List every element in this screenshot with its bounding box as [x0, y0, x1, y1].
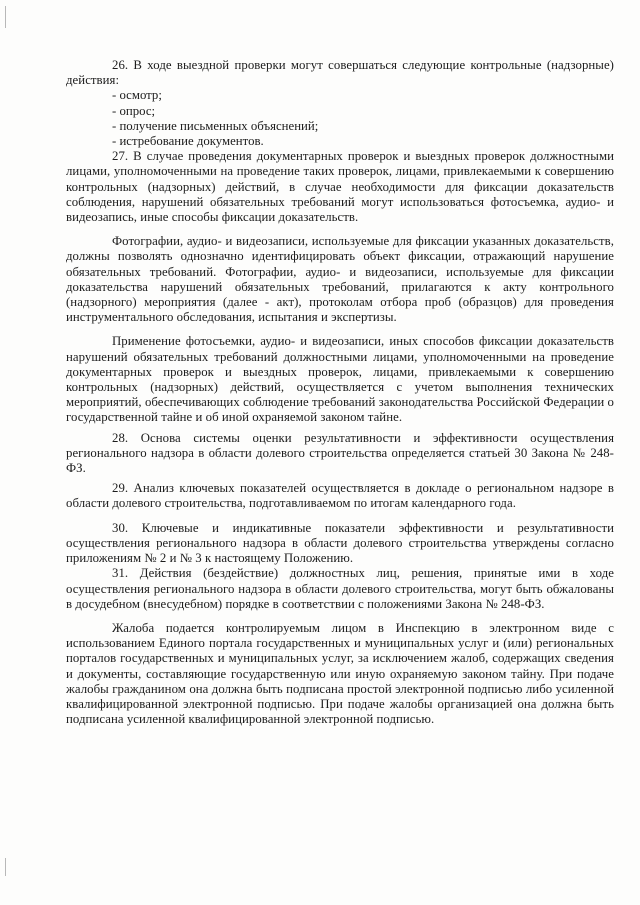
list-item: - получение письменных объяснений; — [112, 118, 319, 133]
list-item: - осмотр; — [112, 88, 162, 103]
scan-edge-mark — [5, 858, 6, 876]
paragraph-26: 26. В ходе выездной проверки могут совершаться следующие контрольные (надзорные) действия: — [66, 58, 614, 88]
paragraph-31-complaint: Жалоба подается контролируемым лицом в Инспекцию в электронном виде с использованием Единого портала государственных и муниципальных услуг и (или) региональных порталов государственных и муниципальных услуг, за исключением жалоб, содержащих сведения и документы, составляющие государственную или иную охраняемую законом тайну. При подаче жалобы гражданином она должна быть подписана простой электронной подписью либо усиленной квалифицированной электронной подписью. При подаче жалобы организацией она должна быть подписана усиленной квалифицированной электронной подписью. — [66, 620, 614, 727]
scan-edge-mark — [5, 6, 6, 28]
paragraph-27-photos: Фотографии, аудио- и видеозаписи, используемые для фиксации указанных доказательств, должны позволять однозначно идентифицировать объект фиксации, отражающий нарушение обязательных требований. Фотографии, аудио- и видеозаписи, используемые для фиксации доказательства нарушений обязательных требований, прилагаются к акту контрольного (надзорного) мероприятия (далее - акт), протоколам отбора проб (образцов) для проведения инструментального обследования, испытания и экспертизы. — [66, 234, 614, 325]
paragraph-27: 27. В случае проведения документарных проверок и выездных проверок должностными лицами, уполномоченными на проведение таких проверок, лицами, привлекаемыми к совершению контрольных (надзорных) действий, в случае необходимости для фиксации доказательств соблюдения, нарушений обязательных требований могут использоваться фотосъемка, аудио- и видеозапись, иные способы фиксации доказательств. — [66, 149, 614, 225]
document-body — [66, 58, 614, 727]
paragraph-29: 29. Анализ ключевых показателей осуществляется в докладе о региональном надзоре в области долевого строительства, подготавливаемом по итогам календарного года. — [66, 481, 614, 511]
paragraph-27-application: Применение фотосъемки, аудио- и видеозаписи, иных способов фиксации доказательств нарушений обязательных требований должностными лицами, уполномоченными на проведение документарных проверок и выездных проверок, лицами, привлекаемыми к совершению контрольных (надзорных) действий, осуществляется с учетом выполнения технических мероприятий, обеспечивающих соблюдение требований законодательства Российской Федерации о государственной тайне и об иной охраняемой законом тайне. — [66, 334, 614, 425]
paragraph-30: 30. Ключевые и индикативные показатели эффективности и результативности осуществления регионального надзора в области долевого строительства утверждены согласно приложениям № 2 и № 3 к настоящему Положению. — [66, 520, 614, 566]
list-item: - опрос; — [112, 103, 156, 118]
paragraph-28: 28. Основа системы оценки результативности и эффективности осуществления регионального надзора в области долевого строительства определяется статьей 30 Закона № 248-ФЗ. — [66, 430, 614, 476]
paragraph-31: 31. Действия (бездействие) должностных лиц, решения, принятые ими в ходе осуществления регионального надзора в области долевого строительства, могут быть обжалованы в досудебном (внесудебном) порядке в соответствии с положениями Закона № 248-ФЗ. — [66, 566, 614, 611]
list-item: - истребование документов. — [112, 134, 264, 149]
actions-list — [66, 88, 614, 149]
